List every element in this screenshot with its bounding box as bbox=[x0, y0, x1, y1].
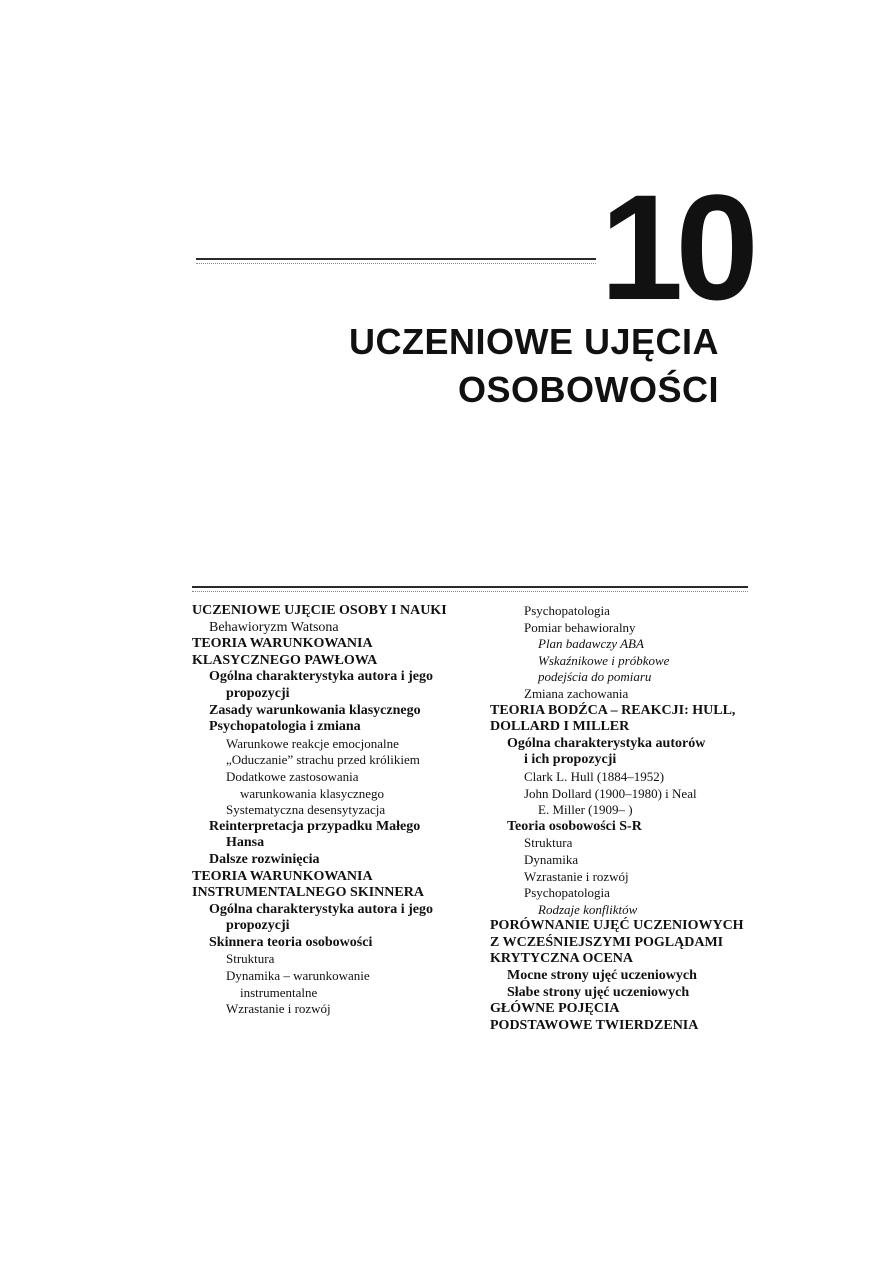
contents-entry: Słabe strony ujęć uczeniowych bbox=[507, 984, 690, 1000]
contents-entry: Pomiar behawioralny bbox=[524, 619, 636, 635]
contents-entry: instrumentalne bbox=[240, 984, 318, 1000]
contents-entry: Dalsze rozwinięcia bbox=[209, 851, 320, 867]
contents-entry: TEORIA BODŹCA – REAKCJI: HULL, bbox=[490, 702, 736, 718]
contents-entry: warunkowania klasycznego bbox=[240, 785, 385, 801]
contents-entry: INSTRUMENTALNEGO SKINNERA bbox=[192, 885, 424, 901]
contents-entry: Teoria osobowości S-R bbox=[507, 818, 642, 834]
contents-entry: TEORIA WARUNKOWANIA bbox=[192, 868, 373, 884]
contents-entry: Reinterpretacja przypadku Małego bbox=[209, 818, 421, 834]
contents-entry: Ogólna charakterystyka autora i jego bbox=[209, 901, 433, 917]
contents-entry: Hansa bbox=[226, 835, 265, 851]
contents-entry: Zmiana zachowania bbox=[524, 685, 629, 701]
contents-entry: Dynamika – warunkowanie bbox=[226, 968, 370, 984]
contents-entry: John Dollard (1900–1980) i Neal bbox=[524, 785, 697, 801]
contents-entry: Struktura bbox=[524, 835, 573, 851]
contents-entry: Skinnera teoria osobowości bbox=[209, 934, 373, 950]
contents-entry: Dynamika bbox=[524, 851, 579, 867]
contents-entry: Ogólna charakterystyka autorów bbox=[507, 735, 706, 751]
contents-entry: KRYTYCZNA OCENA bbox=[490, 951, 634, 967]
contents-entry: propozycji bbox=[226, 685, 290, 701]
contents-entry: PORÓWNANIE UJĘĆ UCZENIOWYCH bbox=[490, 918, 744, 934]
chapter-title bbox=[349, 318, 719, 414]
contents-entry: Plan badawczy ABA bbox=[538, 636, 644, 652]
contents-entry: Rodzaje konfliktów bbox=[538, 901, 638, 917]
contents-entry: Behawioryzm Watsona bbox=[209, 619, 339, 635]
contents-entry: Systematyczna desensytyzacja bbox=[226, 802, 386, 818]
contents-left-column bbox=[192, 603, 482, 1018]
contents-entry: Psychopatologia bbox=[524, 603, 610, 618]
contents-top-rule bbox=[192, 586, 748, 588]
contents-entry: podejścia do pomiaru bbox=[538, 669, 652, 685]
contents-entry: Dodatkowe zastosowania bbox=[226, 768, 359, 784]
contents-entry: Mocne strony ujęć uczeniowych bbox=[507, 968, 697, 984]
contents-entry: Wzrastanie i rozwój bbox=[226, 1001, 331, 1017]
contents-entry: DOLLARD I MILLER bbox=[490, 719, 630, 735]
contents-entry: Struktura bbox=[226, 951, 275, 967]
chapter-title-line-2: OSOBOWOŚCI bbox=[457, 369, 719, 410]
contents-entry: Z WCZEŚNIEJSZYMI POGLĄDAMI bbox=[490, 934, 724, 950]
contents-entry: Zasady warunkowania klasycznego bbox=[209, 702, 421, 718]
contents-entry: Wskaźnikowe i próbkowe bbox=[538, 652, 670, 668]
contents-entry: Ogólna charakterystyka autora i jego bbox=[209, 669, 433, 685]
contents-entry: i ich propozycji bbox=[524, 752, 617, 768]
contents-right-column bbox=[490, 603, 755, 1034]
contents-entry: E. Miller (1909– ) bbox=[538, 802, 633, 818]
contents-entry: UCZENIOWE UJĘCIE OSOBY I NAUKI bbox=[192, 603, 447, 618]
chapter-number: 10 bbox=[596, 172, 744, 322]
contents-entry: Psychopatologia i zmiana bbox=[209, 719, 361, 735]
contents-entry: GŁÓWNE POJĘCIA bbox=[490, 1001, 620, 1017]
contents-entry: Clark L. Hull (1884–1952) bbox=[524, 768, 665, 784]
contents-entry: KLASYCZNEGO PAWŁOWA bbox=[192, 652, 378, 668]
contents-entry: Wzrastanie i rozwój bbox=[524, 868, 629, 884]
contents-entry: PODSTAWOWE TWIERDZENIA bbox=[490, 1017, 699, 1033]
contents-entry: Psychopatologia bbox=[524, 885, 610, 901]
contents-entry: TEORIA WARUNKOWANIA bbox=[192, 636, 373, 652]
chapter-title-line-1: UCZENIOWE UJĘCIA bbox=[348, 321, 719, 362]
contents-entry: Warunkowe reakcje emocjonalne bbox=[226, 735, 399, 751]
contents-entry: propozycji bbox=[226, 918, 290, 934]
contents-entry: „Oduczanie” strachu przed królikiem bbox=[226, 752, 420, 768]
